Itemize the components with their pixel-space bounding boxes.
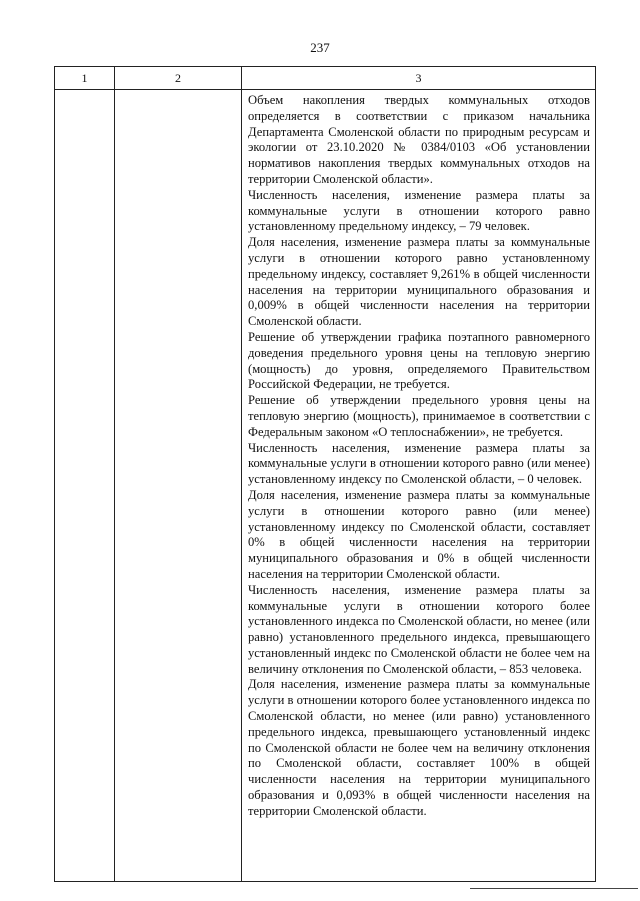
page-number: 237	[310, 40, 330, 55]
scan-artifact-line	[470, 888, 638, 889]
paragraph-population-equal-limit: Численность населения, изменение размера платы за коммунальные услуги в отношении которого равно установленному предельному индексу, – 79 человек.	[248, 187, 590, 234]
table-cell-col2	[115, 90, 242, 882]
paragraph-heat-schedule-decision: Решение об утверждении графика поэтапного равномерного доведения предельного уровня цены на тепловую энергию (мощность) до уровня, определяемого Правительством Российской Федерации, не требуется.	[248, 329, 590, 392]
table-header-row	[55, 67, 596, 90]
table-cell-col3	[242, 90, 596, 882]
column-header-1: 1	[55, 67, 115, 90]
paragraph-population-below-index: Численность населения, изменение размера платы за коммунальные услуги в отношении которого равно (или менее) установленному индексу по Смоленской области, – 0 человек.	[248, 440, 590, 487]
column-header-3: 3	[242, 67, 596, 90]
table-cell-col1	[55, 90, 115, 882]
paragraph-population-above-index: Численность населения, изменение размера платы за коммунальные услуги в отношении которого более установленного индекса по Смоленской области, но менее (или равно) установленного предельного индекса, превышающего установленный индекс по Смоленской области не более чем на величину отклонения по Смоленской области, – 853 человека.	[248, 582, 590, 676]
document-table	[54, 66, 596, 882]
table-row	[55, 90, 596, 882]
paragraph-share-below-index: Доля населения, изменение размера платы за коммунальные услуги в отношении которого равно (или менее) установленному индексу по Смоленской области, составляет 0% в общей численности населения на территории муниципального образования и 0% в общей численности населения на территории Смоленской области.	[248, 487, 590, 581]
paragraph-share-equal-limit: Доля населения, изменение размера платы за коммунальные услуги в отношении которого равно установленному предельному индексу, составляет 9,261% в общей численности населения на территории муниципального образования и 0,009% в общей численности населения на территории Смоленской области.	[248, 235, 590, 329]
paragraph-share-above-index: Доля населения, изменение размера платы за коммунальные услуги в отношении которого более установленного индекса по Смоленской области, но менее (или равно) установленного предельного индекса, превышающего установленный индекс по Смоленской области не более чем на величину отклонения по Смоленской области, составляет 100% в общей численности населения на территории муниципального образования и 0,093% в общей численности населения на территории Смоленской области.	[248, 677, 590, 818]
paragraph-heat-price-decision: Решение об утверждении предельного уровня цены на тепловую энергию (мощность), принимаемое в соответствии с Федеральным законом «О теплоснабжении», не требуется.	[248, 393, 590, 439]
column-header-2: 2	[115, 67, 242, 90]
paragraph-waste-volume: Объем накопления твердых коммунальных отходов определяется в соответствии с приказом начальника Департамента Смоленской области по природным ресурсам и экологии от 23.10.2020 № 0384/0103 «Об установлении нормативов накопления твердых коммунальных отходов на территории Смоленской области».	[248, 93, 590, 186]
